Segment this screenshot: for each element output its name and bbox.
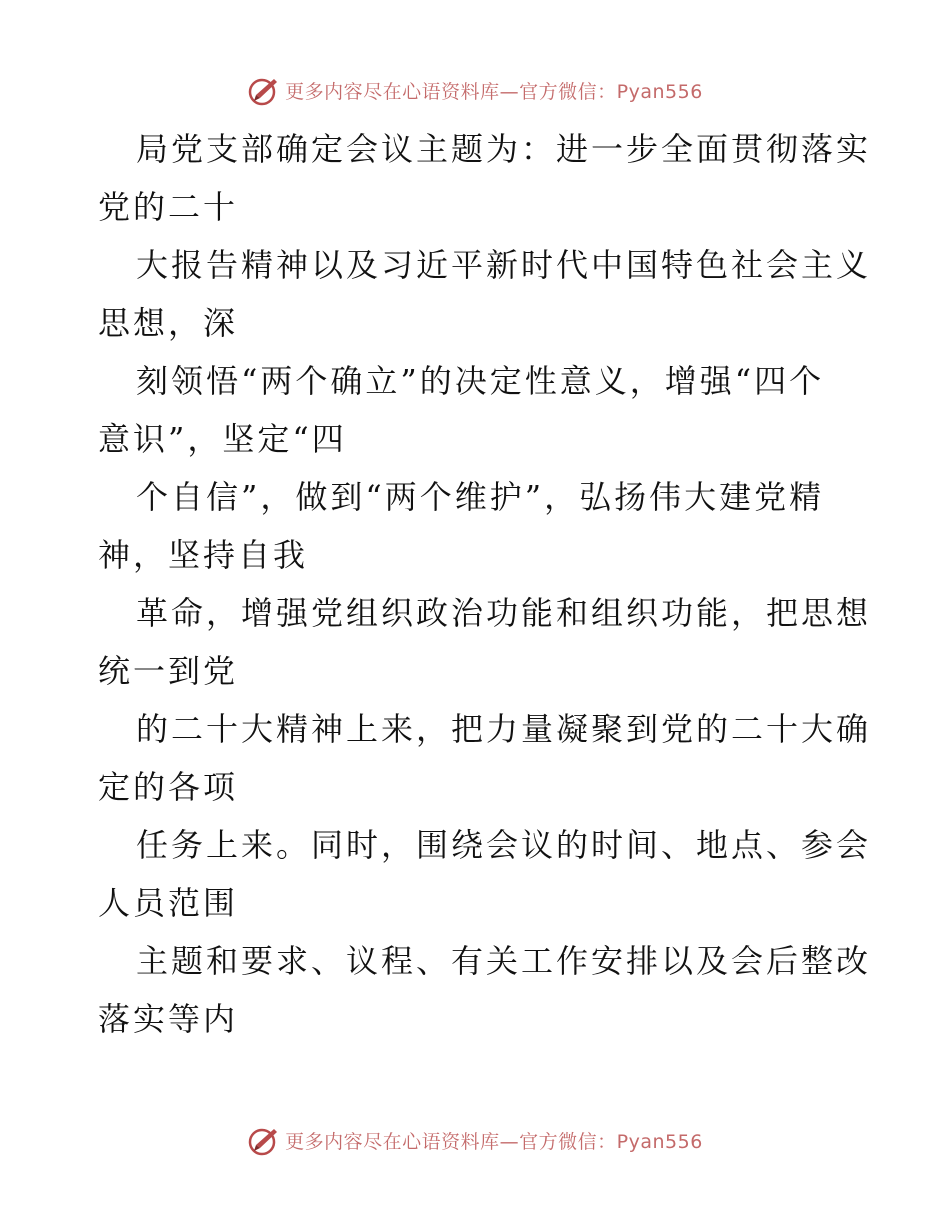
header-watermark: [0, 70, 950, 110]
text-line: 刻领悟“两个确立”的决定性意义，增强“四个: [136, 362, 825, 400]
body-text: [98, 120, 872, 1048]
pen-logo-icon: [247, 1123, 281, 1157]
text-line: 统一到党: [98, 652, 239, 690]
text-line: 意识”，坚定“四: [98, 420, 347, 458]
text-line: 个自信”，做到“两个维护”，弘扬伟大建党精: [136, 478, 825, 516]
text-line: 定的各项: [98, 768, 239, 806]
footer-watermark: [0, 1120, 950, 1160]
header-watermark-text: 更多内容尽在心语资料库—官方微信：Pyan556: [285, 80, 703, 103]
text-line: 党的二十: [98, 188, 239, 226]
text-line: 局党支部确定会议主题为：进一步全面贯彻落实: [136, 130, 872, 168]
text-line: 任务上来。同时，围绕会议的时间、地点、参会: [136, 826, 872, 864]
pen-logo-icon: [247, 73, 281, 107]
text-line: 革命，增强党组织政治功能和组织功能，把思想: [136, 594, 872, 632]
text-line: 落实等内: [98, 1000, 239, 1038]
text-line: 思想，深: [98, 304, 239, 342]
text-line: 大报告精神以及习近平新时代中国特色社会主义: [136, 246, 872, 284]
text-line: 神，坚持自我: [98, 536, 309, 574]
text-line: 的二十大精神上来，把力量凝聚到党的二十大确: [136, 710, 872, 748]
text-line: 人员范围: [98, 884, 239, 922]
text-line: 主题和要求、议程、有关工作安排以及会后整改: [136, 942, 872, 980]
footer-watermark-text: 更多内容尽在心语资料库—官方微信：Pyan556: [285, 1130, 703, 1153]
